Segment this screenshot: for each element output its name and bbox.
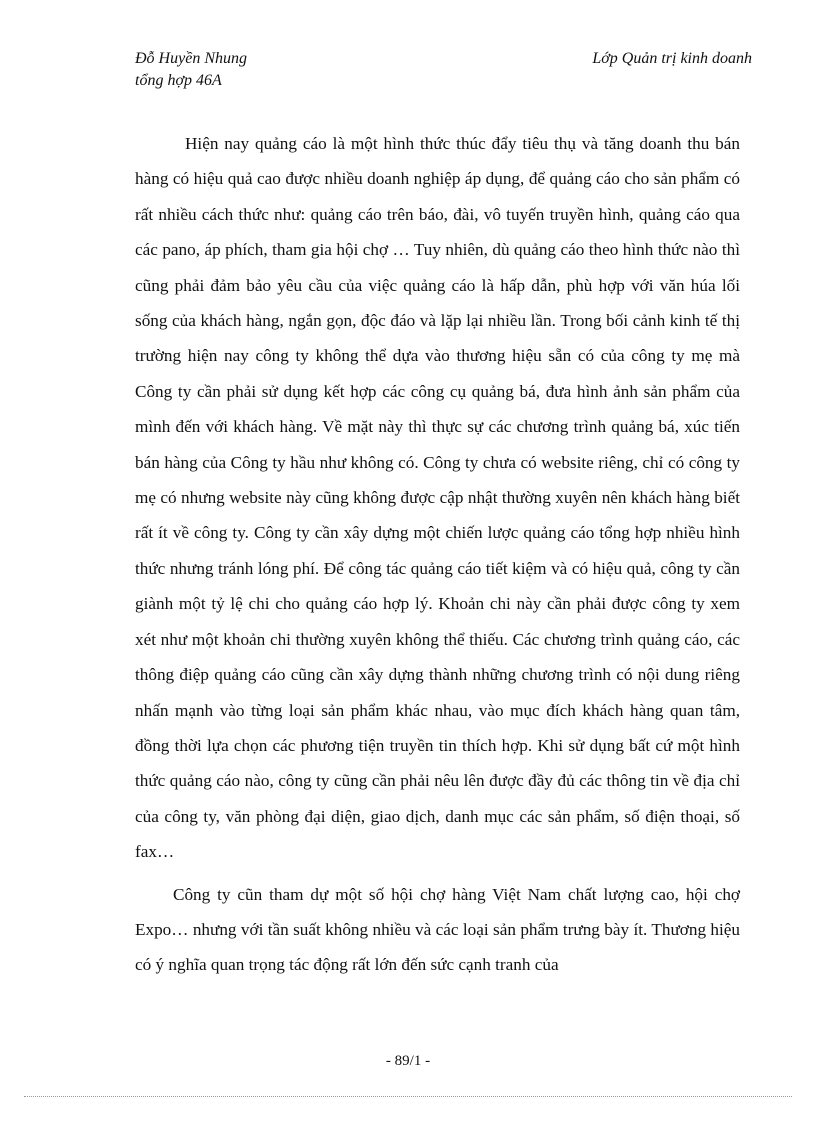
author-name: Đỗ Huyền Nhung	[135, 50, 247, 67]
paragraph-2: Công ty cũn tham dự một số hội chợ hàng Việt Nam chất lượng cao, hội chợ Expo… nhưng với tần suất không nhiều và các loại sản phẩm trưng bày ít. Thương hiệu có ý nghĩa quan trọng tác động rất lớn đến sức cạnh tranh của	[135, 884, 740, 975]
paragraph-1: Hiện nay quảng cáo là một hình thức thúc đẩy tiêu thụ và tăng doanh thu bán hàng có hiệu quả cao được nhiều doanh nghiệp áp dụng, để quảng cáo cho sản phẩm có rất nhiều cách thức như: quảng cáo trên báo, đài, vô tuyến truyền hình, quảng cáo qua các pano, áp phích, tham gia hội chợ … Tuy nhiên, dù quảng cáo theo hình thức nào thì cũng phải đảm bảo yêu cầu của việc quảng cáo là hấp dẫn, phù hợp với văn húa lối sống của khách hàng, ngắn gọn, độc đáo và lặp lại nhiều lần. Trong bối cảnh kinh tế thị trường hiện nay công ty không thể dựa vào thương hiệu sẵn có của công ty mẹ mà Công ty cần phải sử dụng kết hợp các công cụ quảng bá, đưa hình ảnh sản phẩm của mình đến với khách hàng. Về mặt này thì thực sự các chương trình quảng bá, xúc tiến bán hàng của Công ty hầu như không có. Công ty chưa có website riêng, chỉ có công ty mẹ có nhưng website này cũng không được cập nhật thường xuyên nên khách hàng biết rất ít về công ty. Công ty cần xây dựng một chiến lược quảng cáo tổng hợp nhiều hình thức nhưng tránh lóng phí. Để công tác quảng cáo tiết kiệm và có hiệu quả, công ty cần giành một tỷ lệ chi cho quảng cáo hợp lý. Khoản chi này cần phải được công ty xem xét như một khoản chi thường xuyên không thể thiếu. Các chương trình quảng cáo, các thông điệp quảng cáo cũng cần xây dựng thành những chương trình có nội dung riêng nhấn mạnh vào từng loại sản phẩm khác nhau, vào mục đích khách hàng quan tâm, đồng thời lựa chọn các phương tiện truyền tin thích hợp. Khi sử dụng bất cứ một hình thức quảng cáo nào, công ty cũng cần phải nêu lên được đầy đủ các thông tin về địa chỉ của công ty, văn phòng đại diện, giao dịch, danh mục các sản phẩm, số điện thoại, số fax…	[135, 134, 740, 862]
header-class-name: Lớp Quản trị kinh doanh	[592, 50, 752, 67]
page-number: - 89/1 -	[385, 1053, 431, 1069]
page-bottom-divider	[24, 1096, 792, 1097]
header-author	[135, 48, 247, 92]
document-body	[135, 126, 740, 983]
author-class: tổng hợp 46A	[135, 72, 222, 89]
